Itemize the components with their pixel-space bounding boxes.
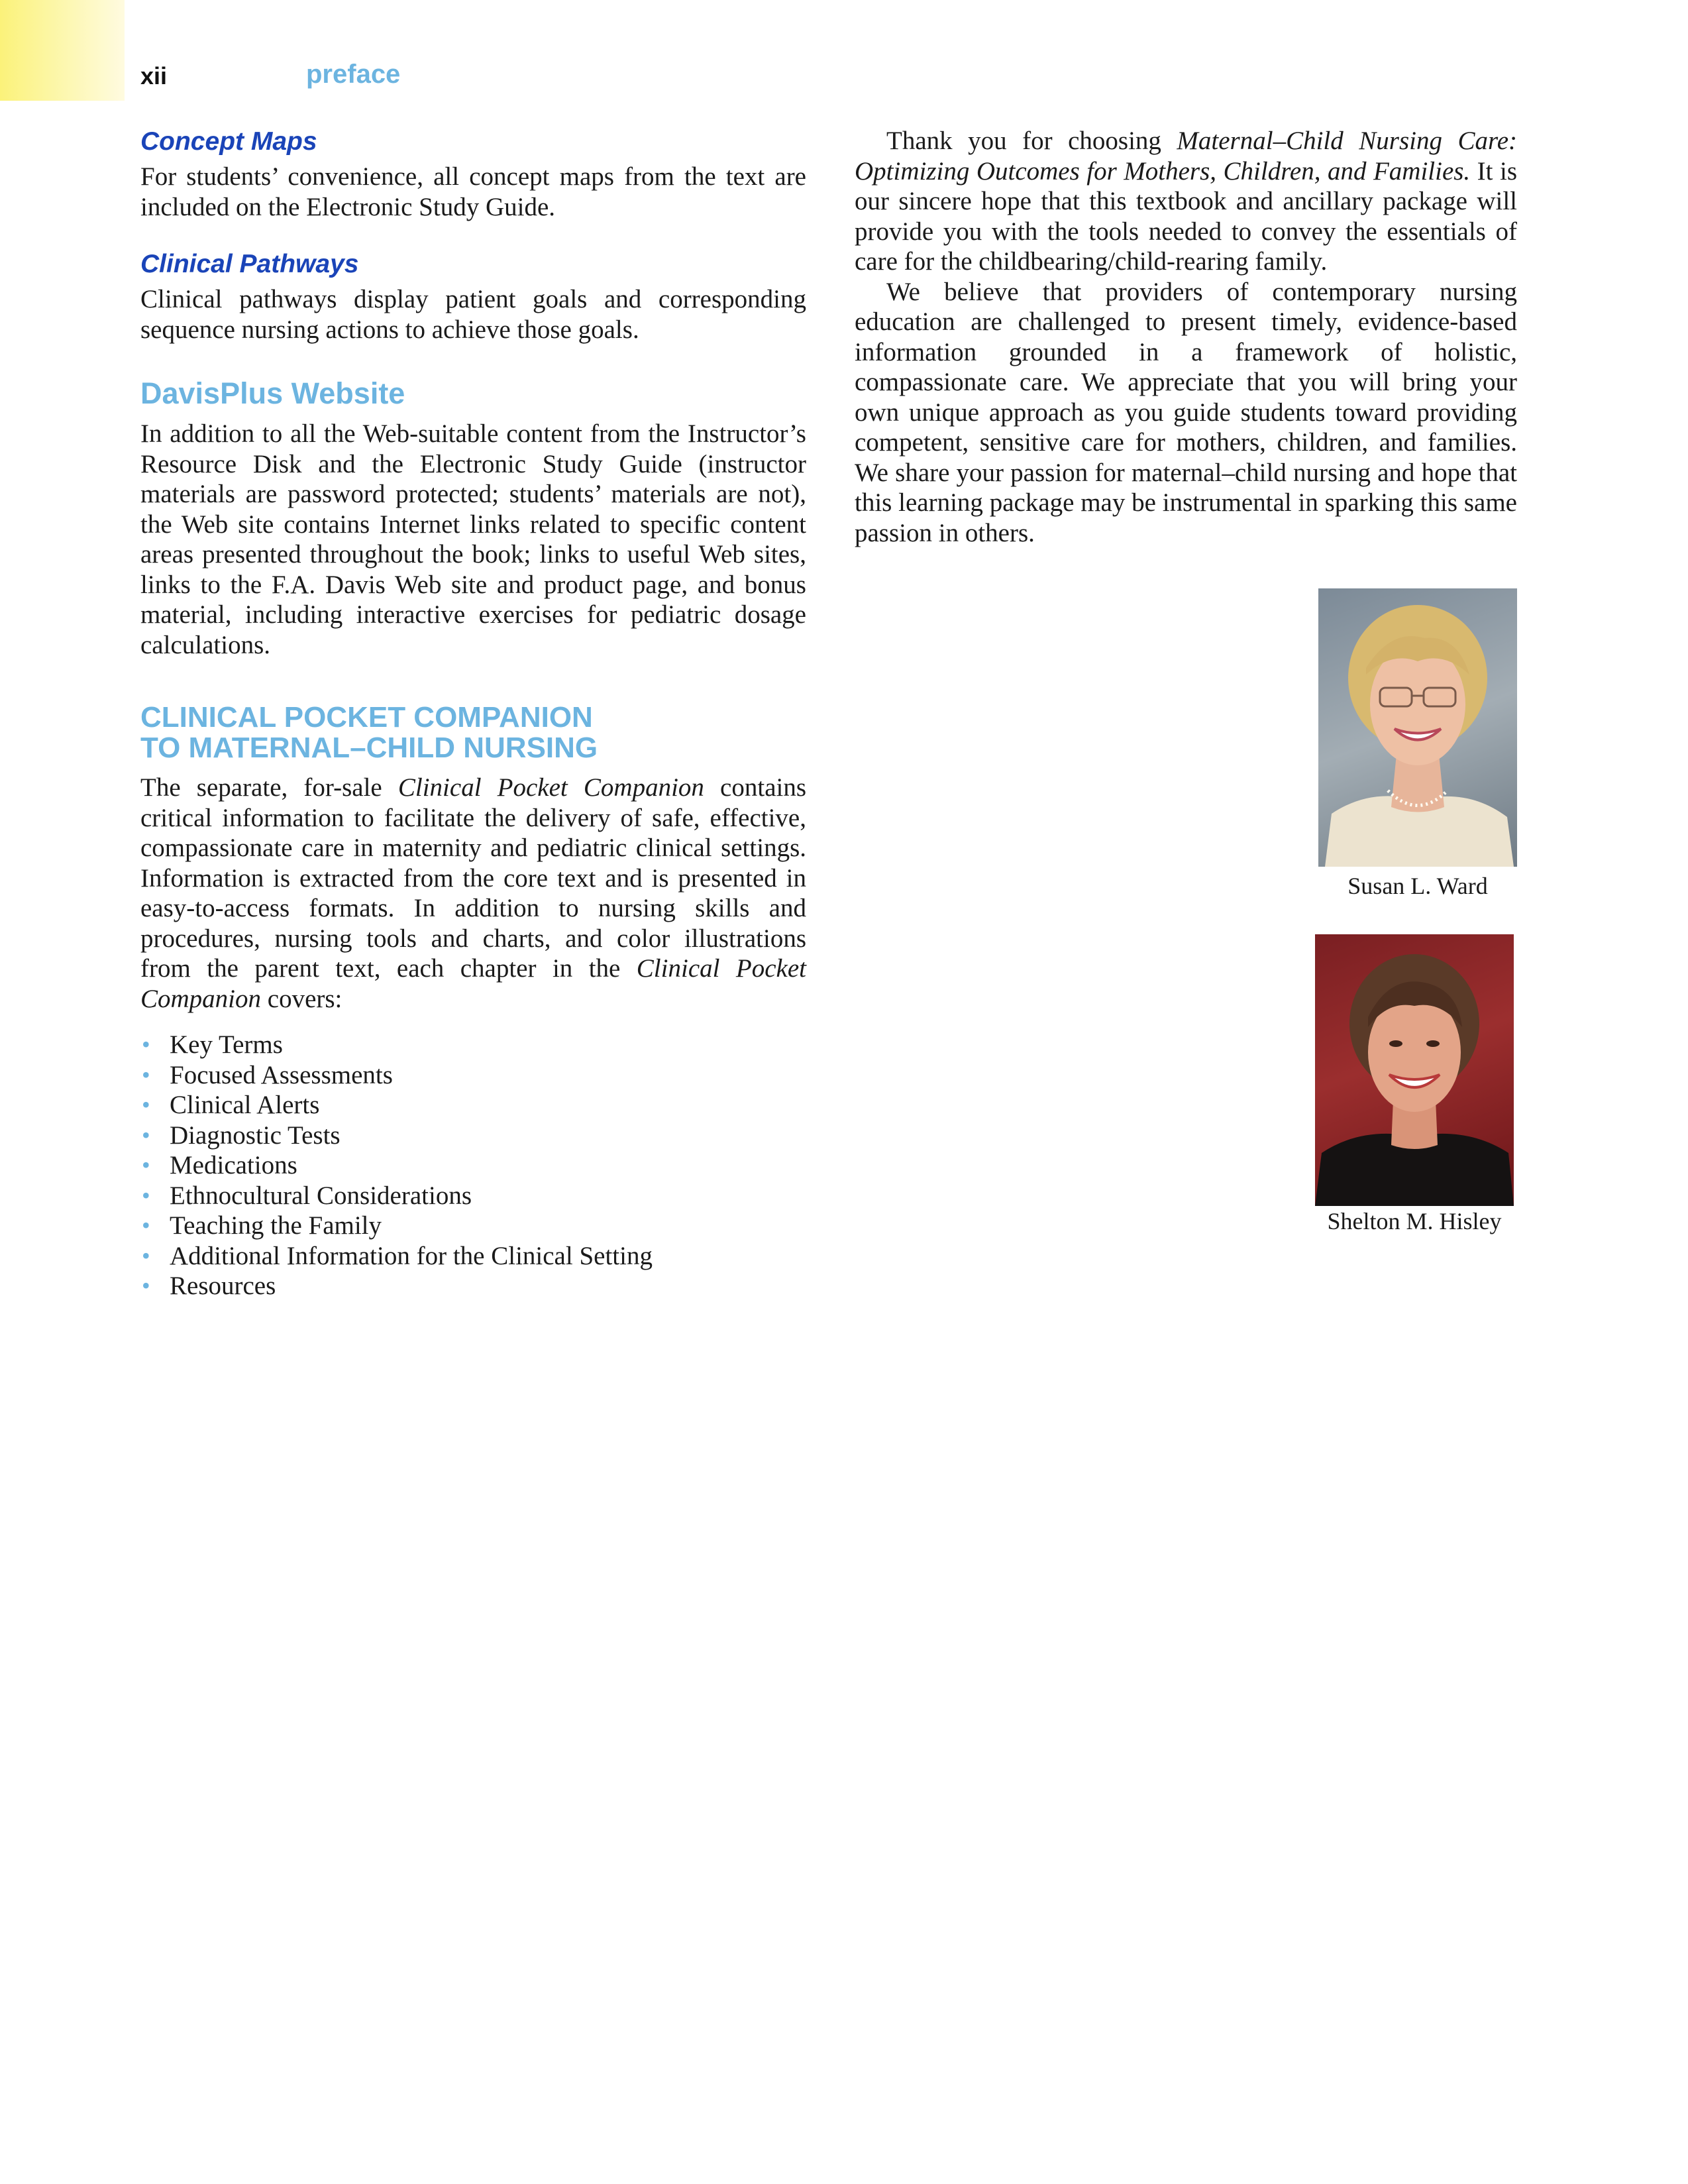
list-item: • Teaching the Family bbox=[142, 1211, 382, 1240]
pocket-companion-heading-line1: CLINICAL POCKET COMPANION bbox=[140, 701, 593, 734]
list-item: • Diagnostic Tests bbox=[142, 1120, 341, 1150]
clinical-pathways-heading: Clinical Pathways bbox=[140, 250, 359, 278]
author-photo-hisley bbox=[1315, 934, 1514, 1206]
clinical-pathways-body: Clinical pathways display patient goals and corresponding sequence nursing actions to achieve those goals. bbox=[140, 285, 806, 344]
list-item: • Ethnocultural Considerations bbox=[142, 1181, 472, 1210]
list-item: • Focused Assessments bbox=[142, 1060, 393, 1089]
corner-tab bbox=[0, 0, 125, 101]
author-photo-ward bbox=[1318, 588, 1517, 867]
pocket-companion-bullet-list bbox=[140, 1030, 806, 1301]
concept-maps-heading: Concept Maps bbox=[140, 127, 317, 156]
left-column bbox=[140, 126, 806, 1301]
list-item: • Additional Information for the Clinical Setting bbox=[142, 1241, 653, 1270]
davisplus-body: In addition to all the Web-suitable content from the Instructor’s Resource Disk and the Electronic Study Guide (instructor materials are password protected; students’ materials are not), the Web site contains Internet links related to specific content areas presented throughout the book; links to useful Web sites, links to the F.A. Davis Web site and product page, and bonus material, including interactive exercises for pediatric dosage calculations. bbox=[140, 419, 806, 659]
section-title: preface bbox=[306, 60, 401, 89]
pocket-companion-heading bbox=[140, 702, 806, 763]
concept-maps-body: For students’ convenience, all concept maps from the text are included on the Electronic Study Guide. bbox=[140, 162, 806, 221]
list-item: • Key Terms bbox=[142, 1030, 283, 1059]
photo-caption-ward: Susan L. Ward bbox=[1347, 873, 1488, 899]
pocket-companion-heading-line2: TO MATERNAL–CHILD NURSING bbox=[140, 732, 598, 764]
right-column bbox=[855, 126, 1517, 548]
davisplus-heading: DavisPlus Website bbox=[140, 376, 405, 410]
photo-caption-hisley: Shelton M. Hisley bbox=[1327, 1208, 1502, 1234]
list-item: • Clinical Alerts bbox=[142, 1091, 320, 1119]
list-item: • Medications bbox=[142, 1151, 297, 1179]
list-item: • Resources bbox=[142, 1272, 276, 1300]
page-number: xii bbox=[140, 62, 168, 89]
preface-paragraph-1: Thank you for choosing Maternal–Child Nursing Care: Optimizing Outcomes for Mothers, Children, and Families. It is our sincere hope that this textbook and ancillary package will provide you with the tools needed to convey the essentials of care for the childbearing/child-rearing family. bbox=[855, 127, 1517, 276]
preface-paragraph-2: We believe that providers of contemporary nursing education are challenged to present timely, evidence-based information grounded in a framework of holistic, compassionate care. We appreciate that you will bring your own unique approach as you guide students toward providing competent, sensitive care for mothers, children, and families. We share your passion for maternal–child nursing and hope that this learning package may be instrumental in sparking this same passion in others. bbox=[855, 277, 1517, 547]
pocket-companion-body: The separate, for-sale Clinical Pocket Companion contains critical information to facilitate the delivery of safe, effective, compassionate care in maternity and pediatric clinical settings. Information is extracted from the core text and is presented in easy-to-access formats. In addition to nursing skills and procedures, nursing tools and charts, and color illustrations from the parent text, each chapter in the Clinical Pocket Companion covers: bbox=[140, 773, 807, 1013]
